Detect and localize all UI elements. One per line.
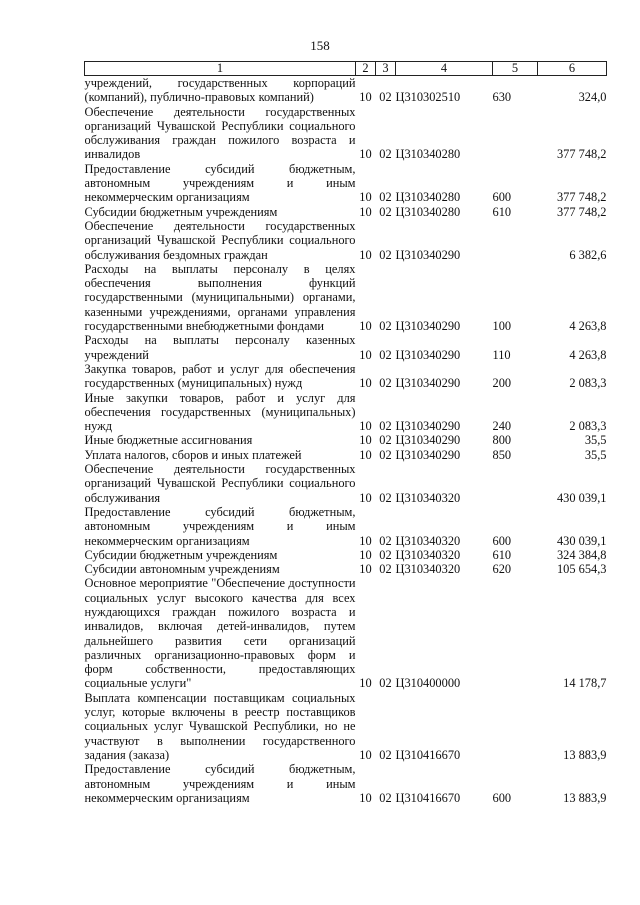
amount: 105 654,3 [556, 562, 607, 577]
amount: 324 384,8 [556, 547, 607, 562]
subsection-code: 02 [379, 147, 392, 162]
section-code: 10 [359, 319, 372, 334]
column-header-3: 3 [376, 62, 396, 76]
target-article-code: Ц310340290 [395, 419, 461, 434]
table-row [85, 691, 607, 762]
table-row [85, 462, 607, 505]
amount: 6 382,6 [569, 247, 607, 262]
target-article-code: Ц310302510 [395, 90, 461, 105]
expense-name: Выплата компенсации поставщикам социальных услуг, которые включены в реестр поставщиков социальных услуг Чувашской Республики, но не участвуют в выполнении государственного задания (заказа) [84, 690, 356, 762]
column-header-4: 4 [396, 62, 493, 76]
subsection-code: 02 [379, 790, 392, 805]
expense-name: Субсидии бюджетным учреждениям [84, 204, 278, 219]
expense-type-code [493, 219, 538, 262]
expense-type-code: 240 [492, 419, 512, 434]
section-code: 10 [359, 490, 372, 505]
expense-name: Предоставление субсидий бюджетным, автономным учреждениям и иным некоммерческим организациям [84, 762, 356, 805]
expense-type-code [493, 576, 538, 690]
amount: 35,5 [584, 447, 607, 462]
amount: 14 178,7 [563, 676, 607, 691]
subsection-code: 02 [379, 433, 392, 448]
target-article-code: Ц310416670 [395, 747, 461, 762]
column-header-5: 5 [493, 62, 538, 76]
target-article-code: Ц310340290 [395, 247, 461, 262]
table-row [85, 105, 607, 162]
expense-name: Обеспечение деятельности государственных организаций Чувашской Республики социального обслуживания бездомных граждан [84, 218, 356, 262]
target-article-code: Ц310340320 [395, 533, 461, 548]
amount: 430 039,1 [556, 533, 607, 548]
amount: 377 748,2 [556, 147, 607, 162]
table-row [85, 448, 607, 462]
expense-type-code: 600 [492, 790, 512, 805]
table-row [85, 262, 607, 333]
target-article-code: Ц310340290 [395, 376, 461, 391]
amount: 2 083,3 [569, 419, 607, 434]
section-code: 10 [359, 419, 372, 434]
table-row [85, 562, 607, 576]
expense-type-code: 610 [492, 547, 512, 562]
target-article-code: Ц310340280 [395, 147, 461, 162]
expense-name: Закупка товаров, работ и услуг для обеспечения государственных (муниципальных) нужд [84, 361, 356, 391]
section-code: 10 [359, 747, 372, 762]
expense-name: Иные закупки товаров, работ и услуг для обеспечения государственных (муниципальных) нужд [84, 390, 356, 434]
subsection-code: 02 [379, 676, 392, 691]
table-header-row [85, 62, 607, 76]
target-article-code: Ц310340320 [395, 490, 461, 505]
expense-name: Иные бюджетные ассигнования [84, 433, 253, 448]
expense-type-code: 620 [492, 562, 512, 577]
column-header-1: 1 [85, 62, 356, 76]
expense-type-code [493, 105, 538, 162]
target-article-code: Ц310340280 [395, 204, 461, 219]
section-code: 10 [359, 247, 372, 262]
page-number: 158 [310, 38, 330, 53]
subsection-code: 02 [379, 747, 392, 762]
subsection-code: 02 [379, 190, 392, 205]
amount: 4 263,8 [569, 319, 607, 334]
expense-type-code: 850 [492, 447, 512, 462]
expense-type-code: 110 [492, 347, 511, 362]
target-article-code: Ц310400000 [395, 676, 461, 691]
subsection-code: 02 [379, 376, 392, 391]
target-article-code: Ц310416670 [395, 790, 461, 805]
expense-name: Расходы на выплаты персоналу в целях обеспечения выполнения функций государственными (муниципальными) органами, казенными учреждениями, органами управления государственными внебюджетными фондами [84, 261, 356, 334]
section-code: 10 [359, 376, 372, 391]
subsection-code: 02 [379, 247, 392, 262]
subsection-code: 02 [379, 447, 392, 462]
amount: 35,5 [584, 433, 607, 448]
section-code: 10 [359, 562, 372, 577]
target-article-code: Ц310340290 [395, 319, 461, 334]
target-article-code: Ц310340280 [395, 190, 461, 205]
expense-type-code: 100 [492, 319, 512, 334]
section-code: 10 [359, 433, 372, 448]
subsection-code: 02 [379, 533, 392, 548]
table-row [85, 162, 607, 205]
subsection-code: 02 [379, 419, 392, 434]
expense-type-code: 600 [492, 190, 512, 205]
table-row [85, 333, 607, 362]
target-article-code: Ц310340320 [395, 562, 461, 577]
section-code: 10 [359, 547, 372, 562]
section-code: 10 [359, 90, 372, 105]
target-article-code: Ц310340320 [395, 547, 461, 562]
amount: 324,0 [578, 90, 607, 105]
expense-type-code: 200 [492, 376, 512, 391]
section-code: 10 [359, 347, 372, 362]
column-header-2: 2 [356, 62, 376, 76]
expense-type-code [493, 691, 538, 762]
subsection-code: 02 [379, 347, 392, 362]
section-code: 10 [359, 190, 372, 205]
section-code: 10 [359, 147, 372, 162]
table-row [85, 505, 607, 548]
expense-type-code: 610 [492, 204, 512, 219]
target-article-code: Ц310340290 [395, 347, 461, 362]
table-row [85, 391, 607, 434]
table-row [85, 762, 607, 805]
subsection-code: 02 [379, 319, 392, 334]
table-row [85, 205, 607, 219]
section-code: 10 [359, 676, 372, 691]
subsection-code: 02 [379, 547, 392, 562]
column-header-6: 6 [538, 62, 607, 76]
amount: 4 263,8 [569, 347, 607, 362]
subsection-code: 02 [379, 490, 392, 505]
amount: 430 039,1 [556, 490, 607, 505]
table-row [85, 548, 607, 562]
subsection-code: 02 [379, 562, 392, 577]
table-row [85, 576, 607, 690]
subsection-code: 02 [379, 204, 392, 219]
expense-name: Расходы на выплаты персоналу казенных учреждений [84, 333, 356, 362]
amount: 13 883,9 [563, 747, 607, 762]
amount: 377 748,2 [556, 204, 607, 219]
expense-name: Уплата налогов, сборов и иных платежей [84, 447, 302, 462]
table-row [85, 76, 607, 105]
expense-name: Обеспечение деятельности государственных организаций Чувашской Республики социального обслуживания граждан пожилого возраста и инвалидов [84, 104, 356, 162]
expense-name: Обеспечение деятельности государственных организаций Чувашской Республики социального обслуживания [84, 462, 356, 505]
expense-name: Основное мероприятие "Обеспечение доступности социальных услуг высокого качества для всех нуждающихся граждан пожилого возраста и инвалидов, включая детей-инвалидов, путем дальнейшего развития сети организаций различных организационно-правовых форм и форм собственности, предоставляющих социальные услуги" [84, 576, 356, 691]
subsection-code: 02 [379, 90, 392, 105]
expense-name: Субсидии автономным учреждениям [84, 562, 280, 577]
amount: 2 083,3 [569, 376, 607, 391]
table-body [85, 76, 607, 806]
expense-type-code [493, 462, 538, 505]
section-code: 10 [359, 447, 372, 462]
section-code: 10 [359, 204, 372, 219]
target-article-code: Ц310340290 [395, 433, 461, 448]
target-article-code: Ц310340290 [395, 447, 461, 462]
expense-type-code: 630 [492, 90, 512, 105]
section-code: 10 [359, 533, 372, 548]
expense-type-code: 800 [492, 433, 512, 448]
table-row [85, 433, 607, 447]
section-code: 10 [359, 790, 372, 805]
table-row [85, 362, 607, 391]
expense-name: Предоставление субсидий бюджетным, автономным учреждениям и иным некоммерческим организациям [84, 504, 356, 548]
expense-name: учреждений, государственных корпораций (компаний), публично-правовых компаний) [84, 76, 356, 105]
table-row [85, 219, 607, 262]
amount: 377 748,2 [556, 190, 607, 205]
expense-type-code: 600 [492, 533, 512, 548]
amount: 13 883,9 [563, 790, 607, 805]
budget-table [84, 61, 607, 805]
expense-name: Субсидии бюджетным учреждениям [84, 547, 278, 562]
expense-name: Предоставление субсидий бюджетным, автономным учреждениям и иным некоммерческим организациям [84, 161, 356, 205]
